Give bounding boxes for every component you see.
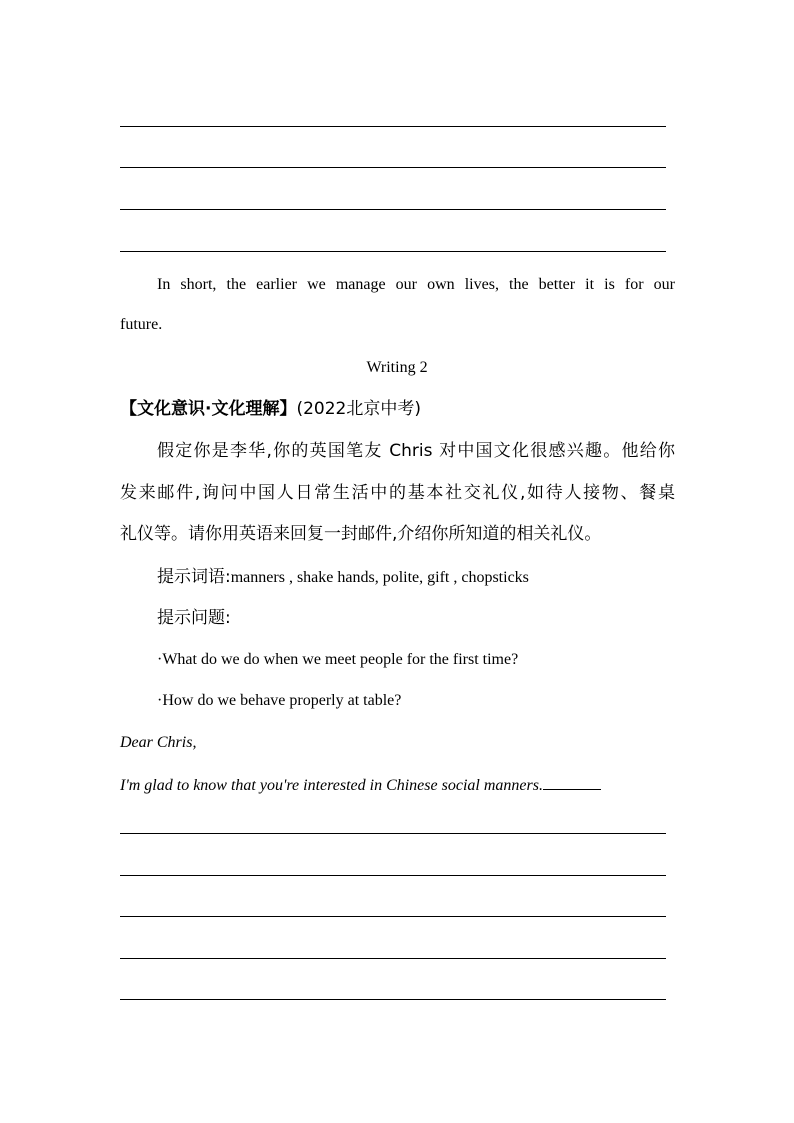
section-header xyxy=(120,398,421,421)
prompt-line-1: 假定你是李华,你的英国笔友 Chris 对中国文化很感兴趣。他给你 xyxy=(157,441,675,461)
hint-questions-label: 提示问题: xyxy=(157,608,231,628)
answer-line[interactable] xyxy=(120,833,666,834)
answer-line[interactable] xyxy=(120,167,666,168)
answer-line[interactable] xyxy=(120,916,666,917)
section-source: (2022北京中考) xyxy=(296,399,421,419)
section-tag: 【文化意识·文化理解】 xyxy=(120,399,297,419)
essay-conclusion-line-2: future. xyxy=(120,316,163,333)
answer-line[interactable] xyxy=(120,209,666,210)
prompt-line-3: 礼仪等。请你用英语来回复一封邮件,介绍你所知道的相关礼仪。 xyxy=(120,524,602,544)
hint-words-label: 提示词语: xyxy=(157,567,231,587)
answer-line[interactable] xyxy=(120,958,666,959)
essay-conclusion-line-1: In short, the earlier we manage our own lives, the better it is for our xyxy=(157,276,675,293)
section-title: Writing 2 xyxy=(366,359,428,376)
letter-opening xyxy=(120,773,601,797)
hint-words-list: manners , shake hands, polite, gift , chopsticks xyxy=(230,569,529,586)
letter-opening-text: I'm glad to know that you're interested in Chinese social manners. xyxy=(120,777,543,794)
hint-question-2: ·How do we behave properly at table? xyxy=(157,692,402,709)
hint-words xyxy=(157,566,529,589)
answer-line[interactable] xyxy=(120,126,666,127)
answer-blank[interactable] xyxy=(543,773,601,790)
letter-salutation: Dear Chris, xyxy=(120,734,197,751)
hint-question-1: ·What do we do when we meet people for the first time? xyxy=(157,651,519,668)
answer-line[interactable] xyxy=(120,999,666,1000)
answer-line[interactable] xyxy=(120,875,666,876)
answer-line[interactable] xyxy=(120,251,666,252)
prompt-line-2: 发来邮件,询问中国人日常生活中的基本社交礼仪,如待人接物、餐桌 xyxy=(120,483,675,503)
